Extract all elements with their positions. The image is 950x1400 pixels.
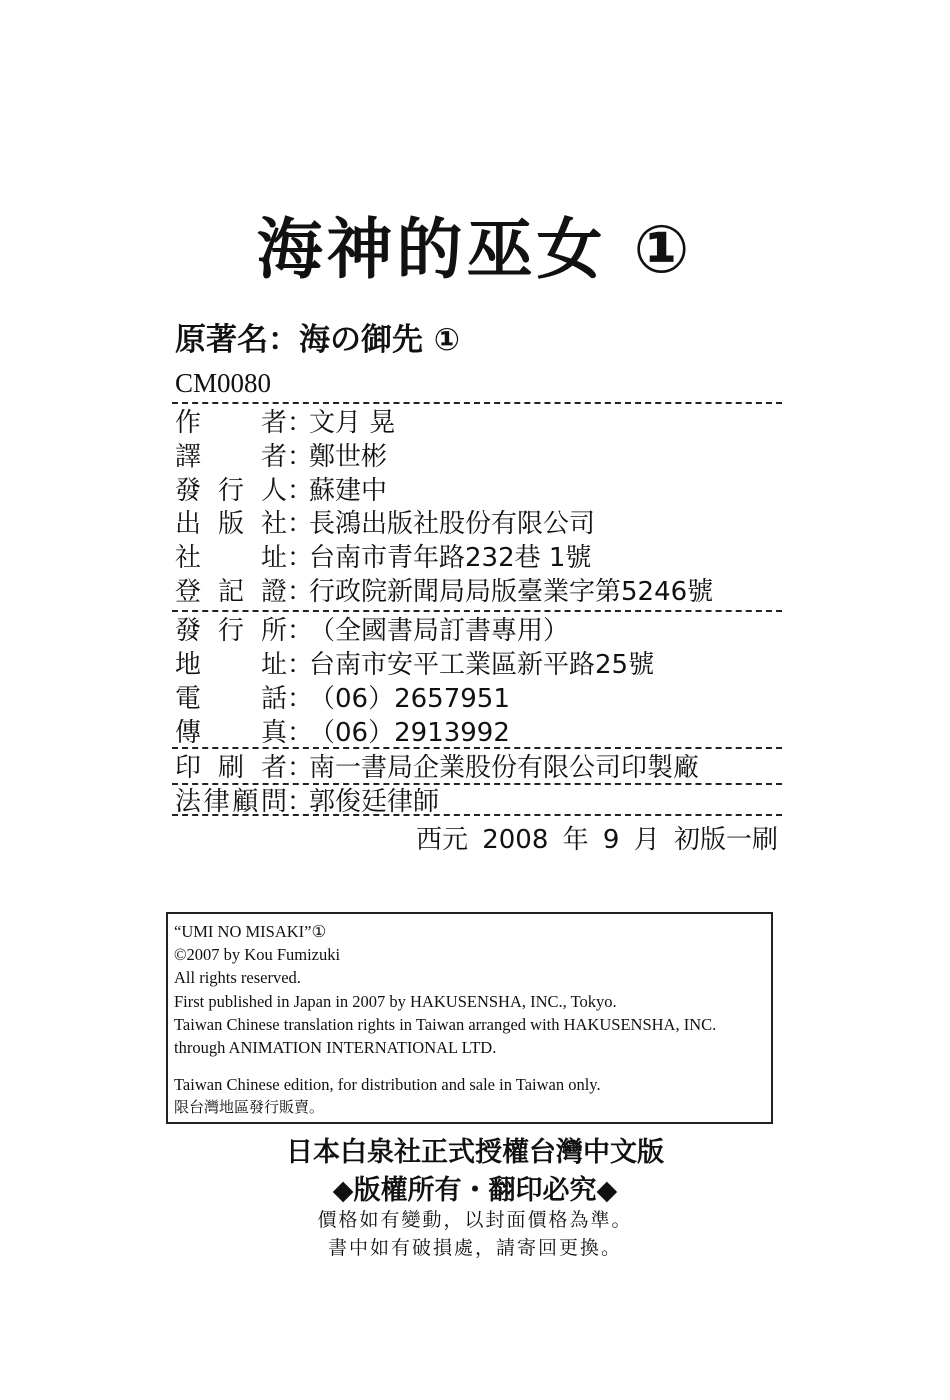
info-label: 發 行 人 [175, 475, 287, 506]
info-row [175, 438, 795, 472]
info-label: 登 記 證 [175, 576, 287, 607]
info-row [175, 646, 795, 680]
copyright-line: Taiwan Chinese edition, for distribution and sale in Taiwan only. [174, 1075, 601, 1095]
label-colon: ： [287, 717, 314, 748]
catalog-code: CM0080 [175, 368, 272, 398]
label-colon: ： [287, 442, 314, 473]
info-row [175, 783, 795, 817]
copyright-line: First published in Japan in 2007 by HAKUSENSHA, INC., Tokyo. [174, 991, 617, 1011]
info-row [175, 572, 795, 606]
book-title: 海神的巫女 ① [256, 211, 694, 288]
info-row [175, 404, 795, 438]
label-colon: ： [287, 650, 314, 681]
info-label: 作 者 [175, 408, 287, 439]
info-label: 社 址 [175, 543, 287, 574]
copyright-box [166, 912, 773, 1124]
info-value: 蘇建中 [309, 475, 388, 506]
info-label: 電 話 [175, 683, 287, 714]
info-value: 台南市青年路232巷 1號 [309, 543, 592, 574]
license-notice: 日本白泉社正式授權台灣中文版 [286, 1137, 664, 1168]
info-row [175, 505, 795, 539]
info-value: （06）2657951 [309, 683, 510, 714]
publication-info [175, 404, 795, 816]
info-label: 發 行 所 [175, 616, 287, 647]
info-label: 法 律 顧 問 [175, 786, 287, 817]
label-colon: ： [287, 509, 314, 540]
label-colon: ： [287, 543, 314, 574]
info-label: 印 刷 者 [175, 753, 287, 784]
info-value: 南一書局企業股份有限公司印製廠 [309, 753, 700, 784]
edition-date: 西元 2008 年 9 月 初版一刷 [415, 825, 778, 855]
info-value: （06）2913992 [309, 717, 510, 748]
original-title: 原著名：海の御先 ① [175, 322, 461, 358]
info-row [175, 612, 795, 646]
label-colon: ： [287, 683, 314, 714]
info-label: 出 版 社 [175, 509, 287, 540]
info-value: 台南市安平工業區新平路25號 [309, 650, 655, 681]
copyright-line: Taiwan Chinese translation rights in Taiwan arranged with HAKUSENSHA, INC. [174, 1014, 717, 1034]
info-row [175, 471, 795, 505]
replacement-notice: 書中如有破損處，請寄回更換。 [327, 1237, 622, 1259]
copyright-line: 限台灣地區發行販賣。 [174, 1098, 325, 1117]
info-row [175, 539, 795, 573]
copyright-line: ©2007 by Kou Fumizuki [174, 945, 341, 965]
info-label: 地 址 [175, 650, 287, 681]
info-value: 鄭世彬 [309, 442, 388, 473]
info-label: 傳 真 [175, 717, 287, 748]
info-value: 郭俊廷律師 [309, 786, 440, 817]
copyright-line: All rights reserved. [174, 968, 301, 988]
rights-notice: ◆版權所有・翻印必究◆ [332, 1175, 618, 1206]
info-value: 文月 晃 [309, 408, 396, 439]
info-row [175, 749, 795, 783]
label-colon: ： [287, 576, 314, 607]
copyright-line: “UMI NO MISAKI”① [174, 922, 327, 941]
label-colon: ： [287, 475, 314, 506]
info-value: 長鴻出版社股份有限公司 [309, 509, 596, 540]
info-label: 譯 者 [175, 442, 287, 473]
label-colon: ： [287, 616, 314, 647]
info-value: 行政院新聞局局版臺業字第5246號 [309, 576, 714, 607]
info-value: （全國書局訂書專用） [309, 616, 570, 647]
copyright-line: through ANIMATION INTERNATIONAL LTD. [174, 1038, 497, 1058]
label-colon: ： [287, 753, 314, 784]
price-notice: 價格如有變動，以封面價格為準。 [317, 1209, 633, 1231]
info-row [175, 680, 795, 714]
label-colon: ： [287, 786, 314, 817]
info-row [175, 713, 795, 747]
label-colon: ： [287, 408, 314, 439]
